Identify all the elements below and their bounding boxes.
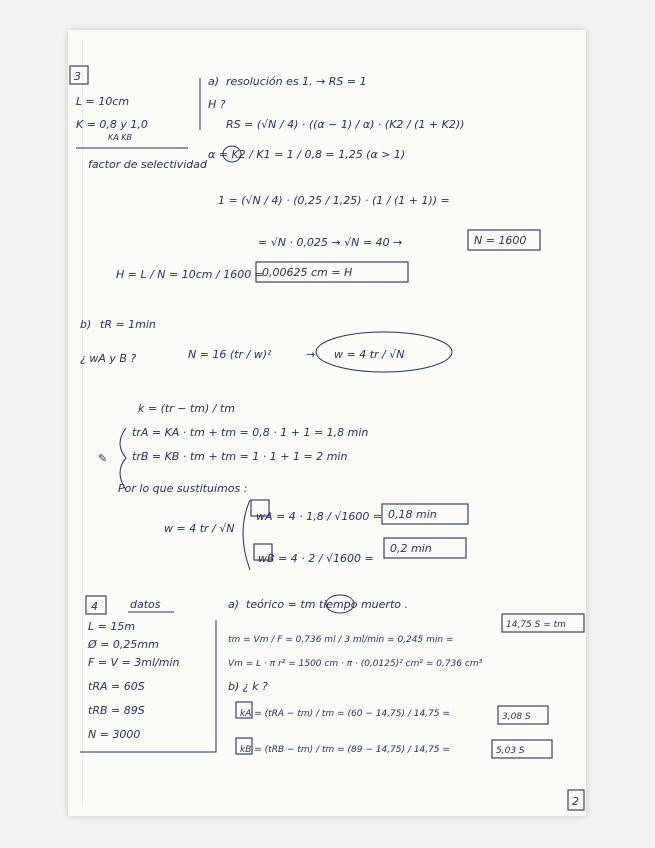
p4a-title: teórico = tm tiempo muerto . (246, 598, 408, 611)
p4a-vm-formula: Vm = L · π r² = 1500 cm · π · (0,0125)² cm² = 0,736 cm³ (228, 659, 483, 669)
p4a-tm-formula: tm = Vm / F = 0,736 ml / 3 ml/min = 0,245 min = (228, 635, 454, 645)
p3b-N-formula: N = 16 (tr / w)² (188, 348, 272, 361)
given-subscripts: KA KB (108, 133, 132, 142)
p4-data-item: L = 15m (88, 620, 136, 633)
p3b-substitution-note: Por lo que sustituimos : (118, 482, 248, 495)
p3a-rs-formula: RS = (√N / 4) · ((α − 1) / α) · (K2 / (1 + K2)) (226, 118, 465, 131)
p3a-title: resolución es 1. → RS = 1 (226, 75, 367, 88)
p3a-result-line: = √N · 0,025 → √N = 40 → (258, 236, 403, 249)
p4-data-list (87, 620, 180, 741)
p3b-wB-formula: wB = 4 · 2 / √1600 = (258, 552, 374, 565)
problem3-number: 3 (74, 70, 81, 83)
given-factors: K = 0,8 y 1,0 (76, 118, 148, 131)
p3b-w-general: w = 4 tr / √N (164, 522, 235, 535)
system-brace (120, 428, 126, 490)
H-result: 0,00625 cm = H (262, 266, 353, 279)
p3b-wA-formula: wA = 4 · 1,8 / √1600 = (256, 510, 383, 523)
p4-data-item: Ø = 0,25mm (88, 638, 159, 651)
kB-result: 5,03 S (496, 746, 525, 756)
p3a-substitution: 1 = (√N / 4) · (0,25 / 1,25) · (1 / (1 + 1)) = (218, 194, 450, 207)
p4-data-title: datos (130, 598, 161, 611)
given-length: L = 10cm (76, 95, 130, 108)
w-brace (243, 500, 250, 570)
p4b-kB-formula: kB = (tRB − tm) / tm = (89 − 14,75) / 14,75 = (240, 745, 450, 755)
p3b-label: b) (80, 318, 92, 331)
tm-result: 14,75 S = tm (506, 620, 566, 630)
p4b-kA-formula: kA = (tRA − tm) / tm = (60 − 14,75) / 14,75 = (240, 709, 450, 719)
p3b-trB: trB = KB · tm + tm = 1 · 1 + 1 = 2 min (132, 450, 348, 463)
p3b-w-formula: w = 4 tr / √N (334, 348, 405, 361)
p3b-trA: trA = KA · tm + tm = 0,8 · 1 + 1 = 1,8 min (132, 426, 369, 439)
p4b-label: b) ¿ k ? (228, 680, 268, 693)
p4-data-item: tRB = 89S (88, 704, 145, 717)
p3a-unknown: H ? (208, 98, 226, 111)
p3a-H-formula: H = L / N = 10cm / 1600 = (116, 268, 264, 281)
N-result: N = 1600 (474, 234, 527, 247)
p3b-question: ¿ wA y B ? (80, 352, 137, 365)
handwritten-notes (68, 30, 586, 816)
p3b-arrow: → (306, 348, 316, 361)
p4-data-item: tRA = 60S (88, 680, 145, 693)
notebook-page (68, 30, 586, 816)
p3b-k-formula: k = (tr − tm) / tm (138, 402, 235, 415)
wB-result: 0,2 min (390, 542, 432, 555)
p3b-tr: tR = 1min (100, 318, 156, 331)
p4a-label: a) (228, 598, 240, 611)
page-number: 2 (572, 795, 579, 808)
kA-result: 3,08 S (502, 712, 531, 722)
selectivity-label: factor de selectividad (88, 158, 207, 171)
problem4-number: 4 (91, 600, 98, 613)
p3a-label: a) (208, 75, 220, 88)
p4-data-item: F = V = 3ml/min (88, 656, 180, 669)
p3a-alpha: α = K2 / K1 = 1 / 0,8 = 1,25 (α > 1) (208, 148, 406, 161)
brace-bullet: ✎ (98, 452, 108, 465)
p4-data-item: N = 3000 (88, 728, 141, 741)
wA-result: 0,18 min (388, 508, 437, 521)
